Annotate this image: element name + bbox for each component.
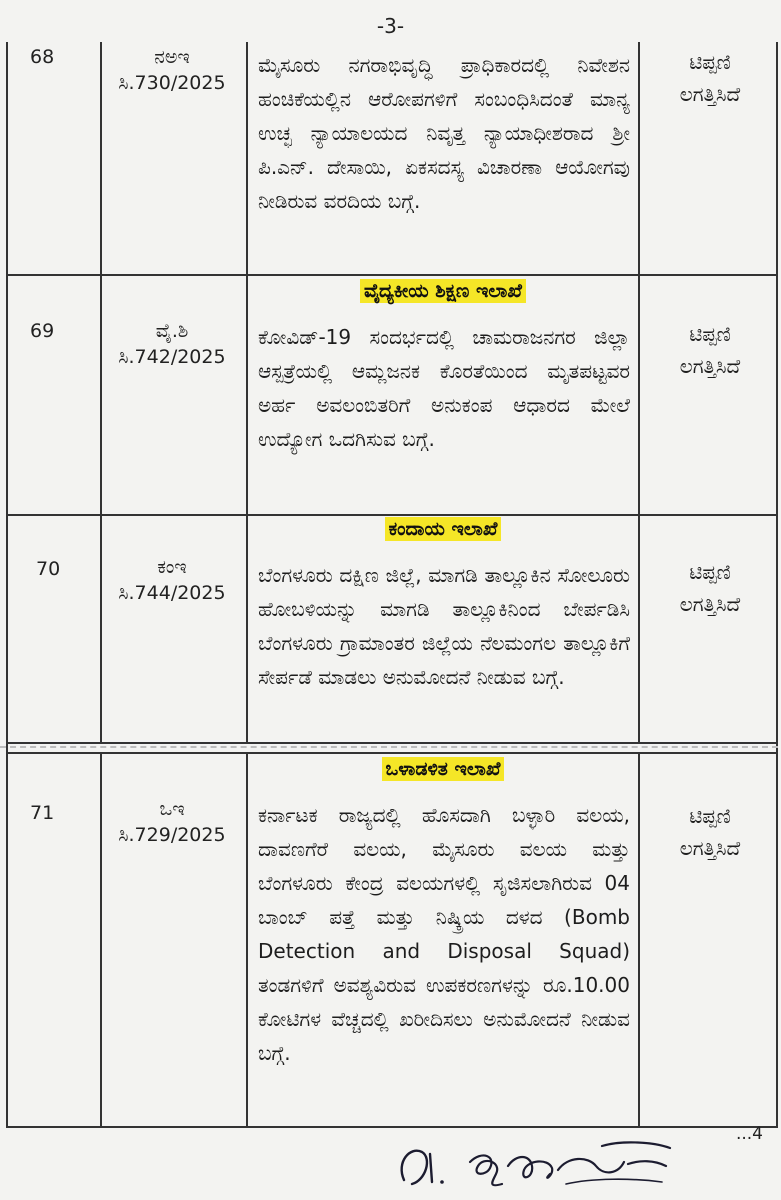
status-line: ಟಿಪ್ಪಣಿ [689, 322, 731, 346]
item-description: ಬೆಂಗಳೂರು ದಕ್ಷಿಣ ಜಿಲ್ಲೆ, ಮಾಗಡಿ ತಾಲ್ಲೂಕಿನ ಸೋಲೂರು ಹೋಬಳಿಯನ್ನು ಮಾಗಡಿ ತಾಲ್ಲೂಕಿನಿಂದ ಬೇರ್ಪಡಿಸಿ ಬೆಂಗಳೂರು ಗ್ರಾಮಾಂತರ ಜಿಲ್ಲೆಯ ನೆಲಮಂಗಲ ತಾಲ್ಲೂಕಿಗೆ ಸೇರ್ಪಡೆ ಮಾಡಲು ಅನುಮೋದನೆ ನೀಡುವ ಬಗ್ಗೆ. [258, 563, 630, 689]
department-heading [248, 518, 638, 540]
column-divider [638, 516, 640, 742]
file-code [72, 318, 272, 370]
department-heading-label: ವೈದ್ಯಕೀಯ ಶಿಕ್ಷಣ ಇಲಾಖೆ [360, 279, 526, 303]
table-border-left [6, 42, 8, 1128]
signature-mark [392, 1132, 692, 1196]
column-divider [638, 42, 640, 274]
row-divider [6, 274, 778, 276]
item-number: 70 [36, 558, 61, 580]
item-number: 69 [30, 320, 55, 342]
department-heading-label: ಕಂದಾಯ ಇಲಾಖೆ [385, 517, 502, 541]
file-code [72, 44, 272, 96]
table-border-bottom [6, 1126, 778, 1128]
page-number: -3- [376, 14, 405, 38]
status-line: ಲಗತ್ತಿಸಿದೆ [679, 836, 741, 860]
column-divider [100, 276, 102, 514]
status-note [642, 556, 778, 620]
department-heading-label: ಒಳಾಡಳಿತ ಇಲಾಖೆ [382, 757, 505, 781]
department-code: ಒಇ [159, 798, 185, 820]
column-divider [638, 276, 640, 514]
item-description: ಕರ್ನಾಟಕ ರಾಜ್ಯದಲ್ಲಿ ಹೊಸದಾಗಿ ಬಳ್ಳಾರಿ ವಲಯ, ದಾವಣಗೆರೆ ವಲಯ, ಮೈಸೂರು ವಲಯ ಮತ್ತು ಬೆಂಗಳೂರು ಕೇಂದ್ರ ವಲಯಗಳಲ್ಲಿ ಸೃಜಿಸಲಾಗಿರುವ 04 ಬಾಂಬ್ ಪತ್ತೆ ಮತ್ತು ನಿಷ್ಕ್ರಿಯ ದಳದ (Bomb Detection and Disposal Squad) ತಂಡಗಳಿಗೆ ಅವಶ್ಯವಿರುವ ಉಪಕರಣಗಳನ್ನು ರೂ.10.00 ಕೋಟಿಗಳ ವೆಚ್ಚದಲ್ಲಿ ಖರೀದಿಸಲು ಅನುಮೋದನೆ ನೀಡುವ ಬಗ್ಗೆ. [258, 803, 630, 1065]
column-divider [100, 516, 102, 742]
department-code: ವೈ.ಶಿ [155, 320, 189, 342]
continuation-marker: ...4 [735, 1124, 763, 1144]
row-divider [6, 752, 778, 754]
department-code: ಕಂಇ [157, 556, 187, 578]
status-note [642, 318, 778, 382]
status-line: ಟಿಪ್ಪಣಿ [689, 560, 731, 584]
item-number: 68 [30, 46, 55, 68]
column-divider [638, 754, 640, 1128]
file-code [72, 796, 272, 848]
department-heading [248, 280, 638, 302]
row-divider [6, 514, 778, 516]
file-number: ಸಿ.744/2025 [118, 582, 226, 604]
agenda-table [0, 42, 778, 1142]
status-line: ಟಿಪ್ಪಣಿ [689, 804, 731, 828]
status-note [642, 46, 778, 110]
item-description: ಮೈಸೂರು ನಗರಾಭಿವೃದ್ಧಿ ಪ್ರಾಧಿಕಾರದಲ್ಲಿ ನಿವೇಶನ ಹಂಚಿಕೆಯಲ್ಲಿನ ಆರೋಪಗಳಿಗೆ ಸಂಬಂಧಿಸಿದಂತೆ ಮಾನ್ಯ ಉಚ್ಛ ನ್ಯಾಯಾಲಯದ ನಿವೃತ್ತ ನ್ಯಾಯಾಧೀಶರಾದ ಶ್ರೀ ಪಿ.ಎನ್. ದೇಸಾಯಿ, ಏಕಸದಸ್ಯ ವಿಚಾರಣಾ ಆಯೋಗವು ನೀಡಿರುವ ವರದಿಯ ಬಗ್ಗೆ. [258, 53, 630, 213]
file-number: ಸಿ.730/2025 [118, 72, 226, 94]
status-line: ಲಗತ್ತಿಸಿದೆ [679, 592, 741, 616]
item-description: ಕೋವಿಡ್-19 ಸಂದರ್ಭದಲ್ಲಿ ಚಾಮರಾಜನಗರ ಜಿಲ್ಲಾ ಆಸ್ಪತ್ರೆಯಲ್ಲಿ ಆಮ್ಲಜನಕ ಕೊರತೆಯಿಂದ ಮೃತಪಟ್ಟವರ ಅರ್ಹ ಅವಲಂಬಿತರಿಗೆ ಅನುಕಂಪ ಆಧಾರದ ಮೇಲೆ ಉದ್ಯೋಗ ಒದಗಿಸುವ ಬಗ್ಗೆ. [258, 325, 630, 451]
file-number: ಸಿ.742/2025 [118, 346, 226, 368]
status-line: ಲಗತ್ತಿಸಿದೆ [679, 354, 741, 378]
item-number: 71 [30, 802, 55, 824]
status-line: ಲಗತ್ತಿಸಿದೆ [679, 82, 741, 106]
file-code [72, 554, 272, 606]
page-join-dashed-line [0, 746, 778, 748]
department-heading [248, 758, 638, 780]
row-divider [6, 742, 778, 744]
status-line: ಟಿಪ್ಪಣಿ [689, 50, 731, 74]
status-note [642, 800, 778, 864]
column-divider [246, 516, 248, 742]
file-number: ಸಿ.729/2025 [118, 824, 226, 846]
column-divider [246, 276, 248, 514]
department-code: ನಅಇ [154, 46, 190, 68]
